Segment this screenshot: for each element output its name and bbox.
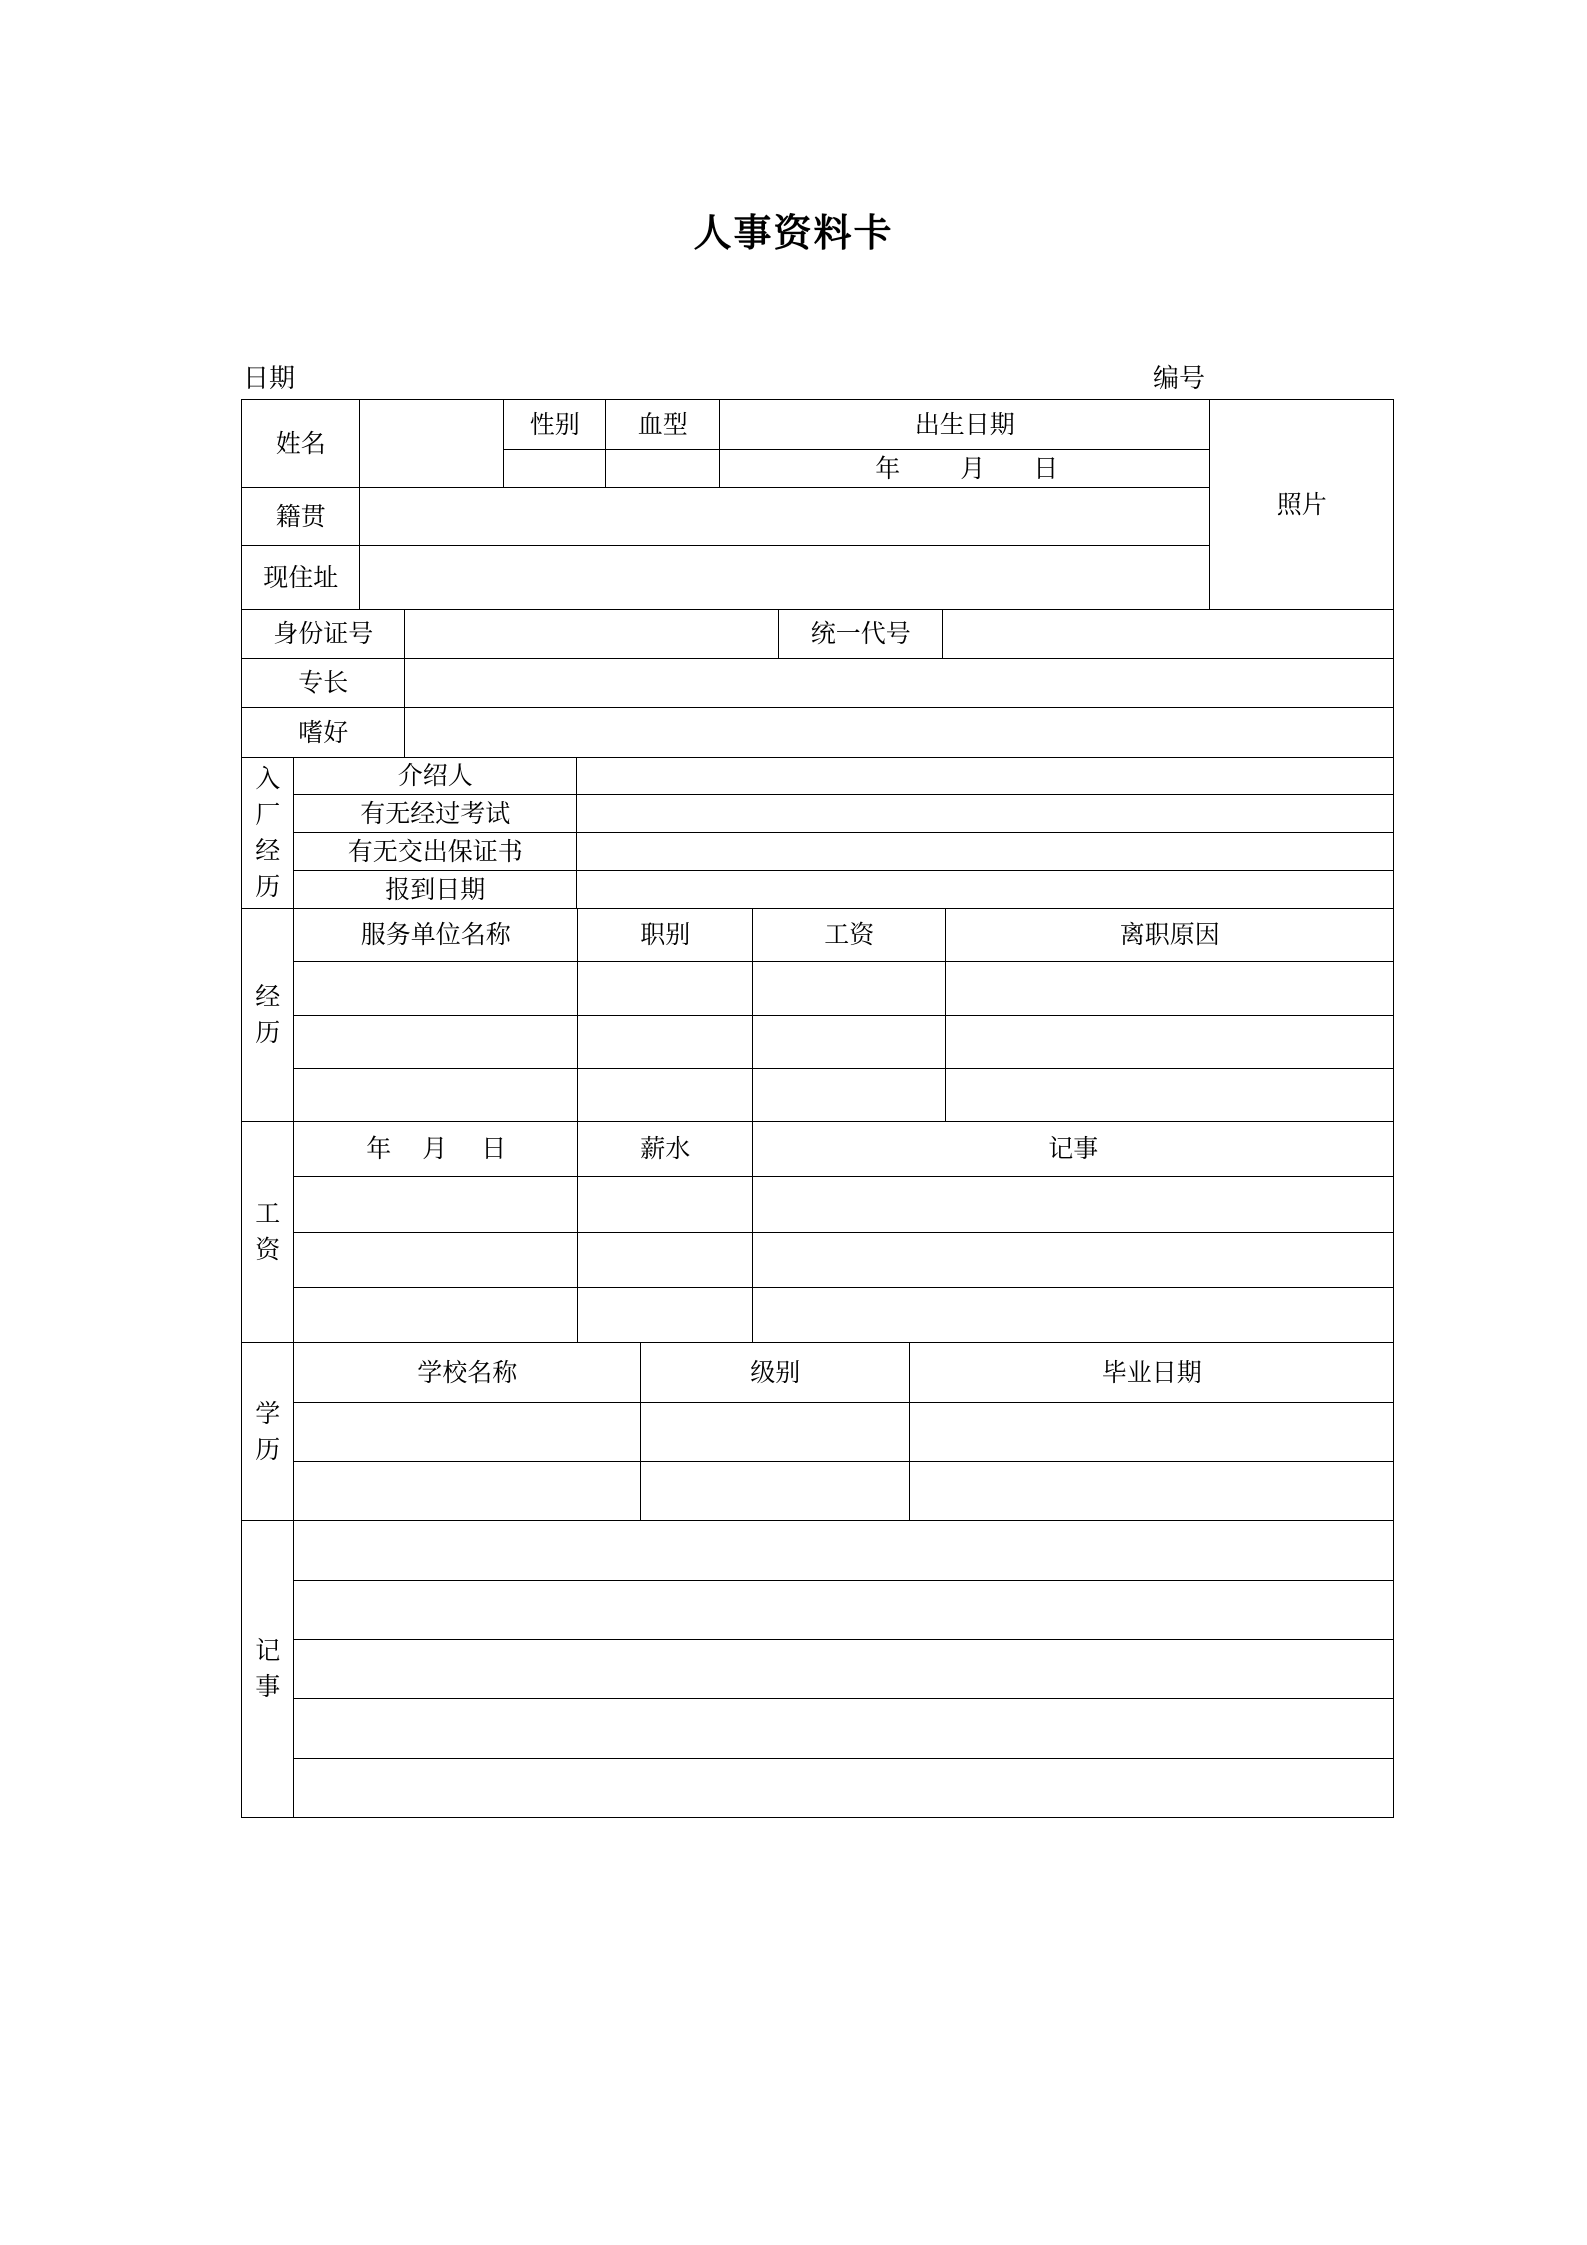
notes-row2[interactable] bbox=[293, 1580, 1394, 1640]
experience-row1-salary[interactable] bbox=[752, 961, 946, 1016]
salary-row3-notes[interactable] bbox=[752, 1287, 1394, 1343]
experience-row3-position[interactable] bbox=[577, 1068, 753, 1122]
native-place-label: 籍贯 bbox=[241, 487, 360, 546]
hobby-label: 嗜好 bbox=[241, 707, 405, 758]
education-row2-level[interactable] bbox=[640, 1461, 910, 1521]
salary-row1-notes[interactable] bbox=[752, 1176, 1394, 1233]
experience-col-employer: 服务单位名称 bbox=[293, 908, 578, 962]
experience-row2-position[interactable] bbox=[577, 1015, 753, 1069]
education-col-graduation-date: 毕业日期 bbox=[909, 1342, 1394, 1403]
education-row2-school[interactable] bbox=[293, 1461, 641, 1521]
experience-row1-position[interactable] bbox=[577, 961, 753, 1016]
id-number-label: 身份证号 bbox=[241, 609, 405, 659]
referrer-label: 介绍人 bbox=[293, 757, 577, 795]
notes-row5[interactable] bbox=[293, 1758, 1394, 1818]
date-label: 日期 bbox=[243, 364, 296, 394]
education-row2-graduation-date[interactable] bbox=[909, 1461, 1394, 1521]
experience-section-label: 经 历 bbox=[241, 908, 294, 1122]
photo-box[interactable] bbox=[1209, 399, 1394, 610]
experience-col-position: 职别 bbox=[577, 908, 753, 962]
blood-type-label: 血型 bbox=[605, 399, 720, 450]
experience-col-salary: 工资 bbox=[752, 908, 946, 962]
birth-date-label: 出生日期 bbox=[719, 399, 1210, 450]
specialty-field[interactable] bbox=[404, 658, 1394, 708]
education-row1-school[interactable] bbox=[293, 1402, 641, 1462]
education-col-level: 级别 bbox=[640, 1342, 910, 1403]
salary-col-date: 年 月 日 bbox=[293, 1121, 578, 1177]
native-place-field[interactable] bbox=[359, 487, 1210, 546]
salary-col-pay: 薪水 bbox=[577, 1121, 753, 1177]
salary-row1-date[interactable] bbox=[293, 1176, 578, 1233]
guarantee-label: 有无交出保证书 bbox=[293, 832, 577, 871]
notes-row1[interactable] bbox=[293, 1520, 1394, 1581]
notes-section-label: 记 事 bbox=[241, 1520, 294, 1818]
birth-date-field[interactable] bbox=[719, 449, 1210, 488]
birth-year-label: 年 bbox=[875, 454, 901, 484]
id-number-field[interactable] bbox=[404, 609, 779, 659]
birth-month-label: 月 bbox=[960, 454, 986, 484]
address-field[interactable] bbox=[359, 545, 1210, 610]
salary-row2-pay[interactable] bbox=[577, 1232, 753, 1288]
experience-row3-leave-reason[interactable] bbox=[945, 1068, 1394, 1122]
experience-col-leave-reason: 离职原因 bbox=[945, 908, 1394, 962]
report-date-field[interactable] bbox=[576, 870, 1394, 909]
name-label: 姓名 bbox=[241, 399, 360, 488]
salary-row3-date[interactable] bbox=[293, 1287, 578, 1343]
salary-row2-date[interactable] bbox=[293, 1232, 578, 1288]
guarantee-field[interactable] bbox=[576, 832, 1394, 871]
experience-row1-employer[interactable] bbox=[293, 961, 578, 1016]
hobby-field[interactable] bbox=[404, 707, 1394, 758]
education-section-label: 学 历 bbox=[241, 1342, 294, 1521]
experience-row2-salary[interactable] bbox=[752, 1015, 946, 1069]
blood-type-field[interactable] bbox=[605, 449, 720, 488]
education-row1-level[interactable] bbox=[640, 1402, 910, 1462]
education-col-school: 学校名称 bbox=[293, 1342, 641, 1403]
entry-section-label: 入 厂 经 历 bbox=[241, 757, 294, 909]
experience-row2-employer[interactable] bbox=[293, 1015, 578, 1069]
unified-code-label: 统一代号 bbox=[778, 609, 943, 659]
salary-col-notes: 记事 bbox=[752, 1121, 1394, 1177]
salary-row1-pay[interactable] bbox=[577, 1176, 753, 1233]
name-field[interactable] bbox=[359, 399, 504, 488]
experience-row3-salary[interactable] bbox=[752, 1068, 946, 1122]
address-label: 现住址 bbox=[241, 545, 360, 610]
page-title: 人事资料卡 bbox=[693, 210, 894, 255]
gender-field[interactable] bbox=[503, 449, 606, 488]
exam-label: 有无经过考试 bbox=[293, 794, 577, 833]
unified-code-field[interactable] bbox=[942, 609, 1394, 659]
experience-row1-leave-reason[interactable] bbox=[945, 961, 1394, 1016]
experience-row3-employer[interactable] bbox=[293, 1068, 578, 1122]
referrer-field[interactable] bbox=[576, 757, 1394, 795]
photo-label: 照片 bbox=[1276, 489, 1327, 519]
salary-row3-pay[interactable] bbox=[577, 1287, 753, 1343]
experience-row2-leave-reason[interactable] bbox=[945, 1015, 1394, 1069]
gender-label: 性别 bbox=[503, 399, 606, 450]
salary-section-label: 工 资 bbox=[241, 1121, 294, 1343]
birth-day-label: 日 bbox=[1033, 454, 1059, 484]
salary-row2-notes[interactable] bbox=[752, 1232, 1394, 1288]
education-row1-graduation-date[interactable] bbox=[909, 1402, 1394, 1462]
exam-field[interactable] bbox=[576, 794, 1394, 833]
number-label: 编号 bbox=[1153, 364, 1206, 394]
notes-row4[interactable] bbox=[293, 1698, 1394, 1759]
report-date-label: 报到日期 bbox=[293, 870, 577, 909]
notes-row3[interactable] bbox=[293, 1639, 1394, 1699]
specialty-label: 专长 bbox=[241, 658, 405, 708]
